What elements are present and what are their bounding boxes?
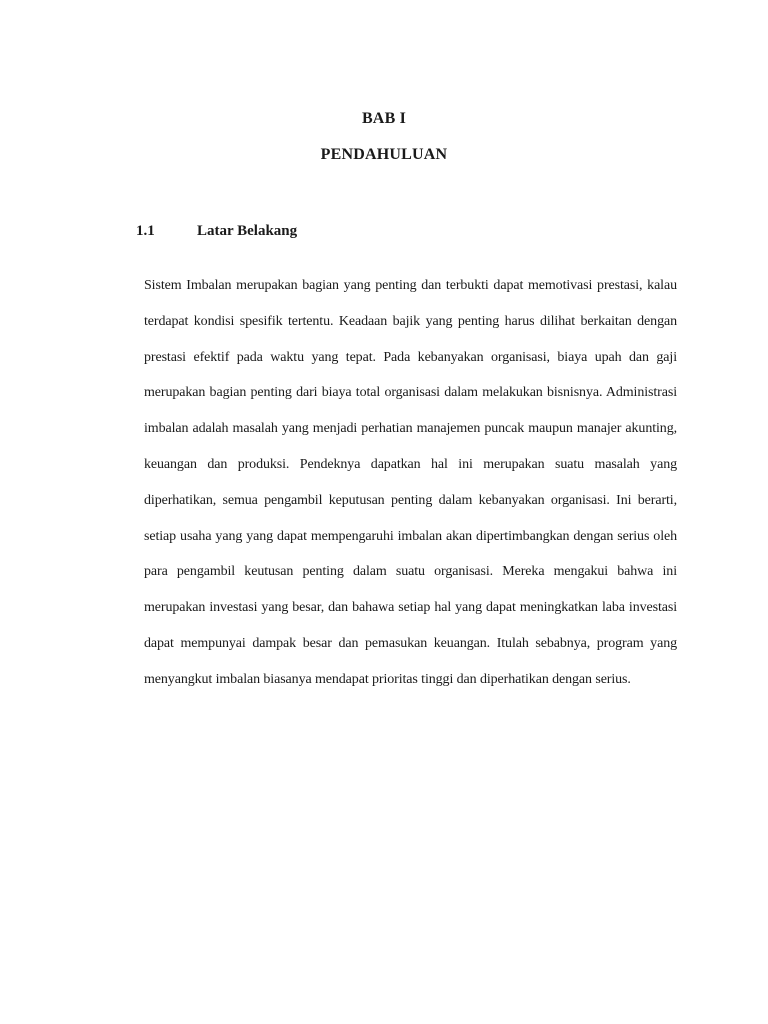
chapter-number: BAB I: [361, 110, 407, 127]
section-number: 1.1: [136, 223, 155, 239]
chapter-title: PENDAHULUAN: [320, 146, 448, 163]
body-paragraph: Sistem Imbalan merupakan bagian yang penting dan terbukti dapat memotivasi prestasi, kalau terdapat kondisi spesifik tertentu. Keadaan bajik yang penting harus dilihat berkaitan dengan prestasi efektif pada waktu yang tepat. Pada kebanyakan organisasi, biaya upah dan gaji merupakan bagian penting dari biaya total organisasi dalam melakukan bisnisnya. Administrasi imbalan adalah masalah yang menjadi perhatian manajemen puncak maupun manajer akunting, keuangan dan produksi. Pendeknya dapatkan hal ini merupakan suatu masalah yang diperhatikan, semua pengambil keputusan penting dalam kebanyakan organisasi. Ini berarti, setiap usaha yang yang dapat mempengaruhi imbalan akan dipertimbangkan dengan serius oleh para pengambil keutusan penting dalam suatu organisasi. Mereka mengakui bahwa ini merupakan investasi yang besar, dan bahawa setiap hal yang dapat meningkatkan laba investasi dapat mempunyai dampak besar dan pemasukan keuangan. Itulah sebabnya, program yang menyangkut imbalan biasanya mendapat prioritas tinggi dan diperhatikan dengan serius.: [144, 278, 677, 687]
section-heading: [136, 223, 297, 240]
section-title: Latar Belakang: [197, 223, 298, 239]
